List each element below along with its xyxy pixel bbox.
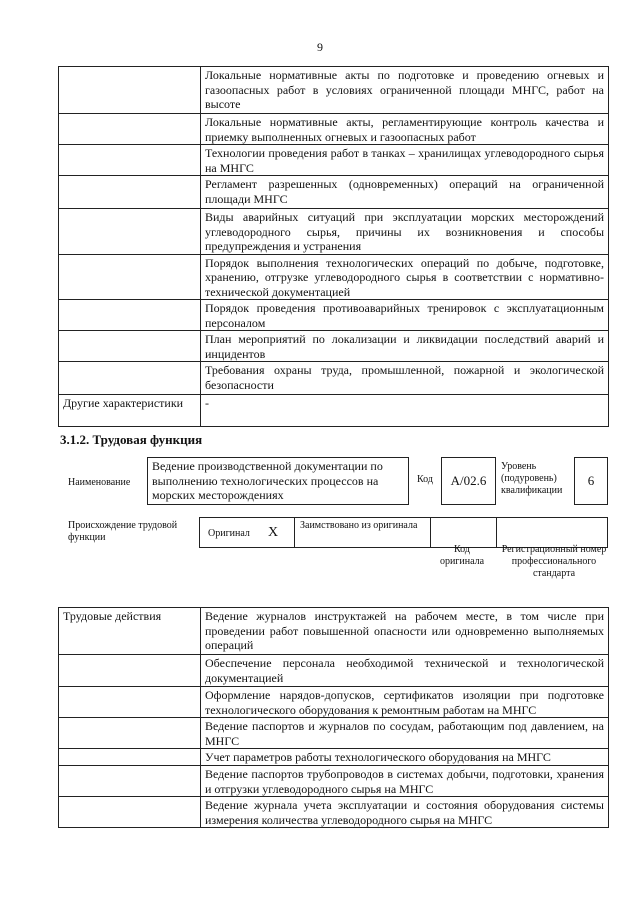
- table-cell-right: Ведение журнала учета эксплуатации и состояния оборудования системы измерения количества углеводородного сырья на МНГС: [201, 797, 609, 828]
- table-cell-right: Локальные нормативные акты, регламентирующие контроль качества и приемку выполненных огневых и газоопасных работ: [201, 114, 609, 145]
- table-cell-right: Ведение журналов инструктажей на рабочем месте, в том числе при проведении работ повышенной опасности или одновременно выполняемых операций: [201, 608, 609, 655]
- table-row: [59, 176, 609, 209]
- function-name-box: Ведение производственной документации по выполнению технологических процессов на морских месторождениях: [147, 457, 409, 505]
- table-row: [59, 114, 609, 145]
- table-cell-right: Обеспечение персонала необходимой технической и технологической документацией: [201, 655, 609, 687]
- original-label: Оригинал: [208, 528, 250, 539]
- page-number: 9: [317, 40, 323, 54]
- divider: [294, 518, 295, 547]
- registration-number-caption: Регистрационный номер профессионального стандарта: [501, 544, 607, 579]
- table-cell-right: Технологии проведения работ в танках – хранилищах углеводородного сырья на МНГС: [201, 145, 609, 176]
- table-row: [59, 254, 609, 300]
- table-row: [59, 395, 609, 427]
- table-row: [59, 331, 609, 362]
- table-cell-right: Порядок выполнения технологических операций по добыче, подготовке, хранению, отгрузке углеводородного сырья в соответствии с нормативно-технической документацией: [201, 254, 609, 300]
- function-code-box: A/02.6: [441, 457, 496, 505]
- table-row: [59, 797, 609, 828]
- table-cell-left: [59, 331, 201, 362]
- table-cell-left: [59, 209, 201, 255]
- table-cell-right: Виды аварийных ситуаций при эксплуатации морских месторождений углеводородного сырья, причины их возникновения и способы предупреждения и устранения: [201, 209, 609, 255]
- borrowed-label: Заимствовано из оригинала: [300, 520, 418, 531]
- table-cell-right: Учет параметров работы технологического оборудования на МНГС: [201, 749, 609, 766]
- knowledge-table: [58, 66, 609, 427]
- table-cell-left: [59, 114, 201, 145]
- origin-label: Происхождение трудовой функции: [68, 520, 178, 543]
- table-cell-right: Ведение паспортов и журналов по сосудам, работающим под давлением, на МНГС: [201, 718, 609, 749]
- table-cell-right: Оформление нарядов-допусков, сертификатов изоляции при подготовке технологического оборудования к ремонтным работам на МНГС: [201, 687, 609, 718]
- table-cell-left: Трудовые действия: [59, 608, 201, 655]
- code-original-caption: Код оригинала: [439, 544, 485, 567]
- level-label: Уровень (подуровень) квалификации: [501, 461, 563, 496]
- table-cell-left: [59, 687, 201, 718]
- table-cell-right: Локальные нормативные акты по подготовке и проведению огневых и газоопасных работ в условиях ограниченной площади МНГС, работ на высоте: [201, 67, 609, 114]
- table-cell-left: [59, 362, 201, 395]
- code-label: Код: [417, 474, 433, 485]
- table-cell-left: [59, 749, 201, 766]
- table-cell-right: Порядок проведения противоаварийных тренировок с эксплуатационным персоналом: [201, 300, 609, 331]
- table-cell-left: [59, 655, 201, 687]
- table-cell-right: Ведение паспортов трубопроводов в системах добычи, подготовки, хранения и отгрузки углеводородного сырья на МНГС: [201, 766, 609, 797]
- table-row: [59, 766, 609, 797]
- table-row: [59, 608, 609, 655]
- table-row: [59, 300, 609, 331]
- table-row: [59, 718, 609, 749]
- divider: [430, 518, 431, 547]
- table-cell-left: [59, 145, 201, 176]
- table-row: [59, 145, 609, 176]
- table-cell-left: [59, 176, 201, 209]
- table-row: [59, 67, 609, 114]
- name-label: Наименование: [68, 477, 131, 488]
- table-cell-left: [59, 300, 201, 331]
- table-cell-left: [59, 797, 201, 828]
- table-row: [59, 687, 609, 718]
- table-row: [59, 362, 609, 395]
- table-cell-right: Регламент разрешенных (одновременных) операций на ограниченной площади МНГС: [201, 176, 609, 209]
- table-cell-right: -: [201, 395, 609, 427]
- actions-table: [58, 607, 609, 828]
- table-cell-right: План мероприятий по локализации и ликвидации последствий аварий и инцидентов: [201, 331, 609, 362]
- table-cell-left: Другие характеристики: [59, 395, 201, 427]
- table-row: [59, 749, 609, 766]
- original-mark: X: [268, 525, 279, 540]
- table-cell-left: [59, 67, 201, 114]
- table-cell-left: [59, 254, 201, 300]
- table-cell-left: [59, 766, 201, 797]
- level-value-box: 6: [574, 457, 608, 505]
- divider: [496, 518, 497, 547]
- section-heading: 3.1.2. Трудовая функция: [60, 432, 203, 447]
- table-cell-left: [59, 718, 201, 749]
- table-cell-right: Требования охраны труда, промышленной, пожарной и экологической безопасности: [201, 362, 609, 395]
- table-row: [59, 655, 609, 687]
- table-row: [59, 209, 609, 255]
